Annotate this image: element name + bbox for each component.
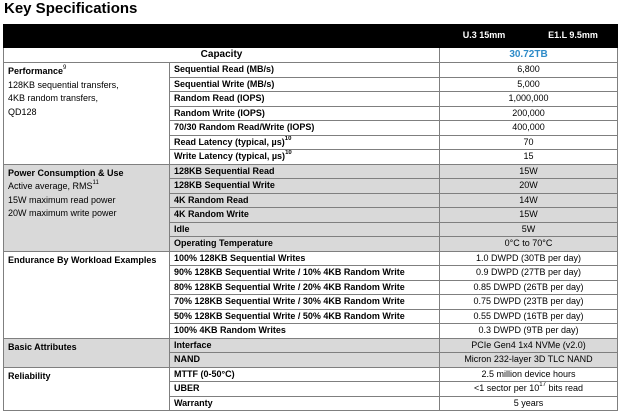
spec-value: 400,000: [440, 121, 618, 136]
performance-heading-sup: 9: [63, 65, 67, 71]
spec-table: [3, 24, 618, 411]
performance-note: 4KB random transfers,: [8, 93, 99, 103]
power-note: 20W maximum write power: [8, 208, 117, 218]
performance-note: 128KB sequential transfers,: [8, 79, 119, 90]
spec-label: [170, 324, 440, 339]
spec-label-text: 70% 128KB Sequential Write / 30% 4KB Random Write: [174, 296, 405, 306]
power-note: 15W maximum read power: [8, 194, 116, 205]
spec-label-text: Write Latency (typical, µs): [174, 151, 286, 161]
header-blank: [4, 25, 440, 48]
spec-value: 14W: [440, 193, 618, 208]
spec-value: 20W: [440, 179, 618, 194]
spec-label: [170, 92, 440, 107]
header-row: [4, 25, 618, 48]
spec-label: [170, 309, 440, 324]
spec-label-text: 70/30 Random Read/Write (IOPS): [174, 122, 315, 132]
spec-label: [170, 164, 440, 179]
spec-label-text: Random Write (IOPS): [174, 107, 265, 118]
spec-label: [170, 266, 440, 281]
spec-label: [170, 353, 440, 368]
spec-label: [170, 338, 440, 353]
spec-value: 70: [440, 135, 618, 150]
spec-value: 6,800: [440, 63, 618, 78]
spec-label-text: 80% 128KB Sequential Write / 20% 4KB Random Write: [174, 281, 405, 292]
spec-label-text: 100% 128KB Sequential Writes: [174, 252, 306, 263]
spec-label: [170, 280, 440, 295]
spec-value: 5W: [440, 222, 618, 237]
endurance-section-cell: [4, 251, 170, 338]
basic-section-cell: [4, 338, 170, 367]
spec-label: [170, 63, 440, 78]
capacity-label: Capacity: [4, 48, 440, 63]
reliability-section-cell: [4, 367, 170, 411]
basic-heading: Basic Attributes: [8, 341, 77, 352]
spec-value: [440, 382, 618, 397]
spec-value-post: bits read: [545, 383, 583, 393]
spec-value: 1,000,000: [440, 92, 618, 107]
spec-value: 5,000: [440, 77, 618, 92]
spec-value: 1.0 DWPD (30TB per day): [440, 251, 618, 266]
spec-label-text: Warranty: [174, 397, 213, 408]
spec-value: 0.75 DWPD (23TB per day): [440, 295, 618, 310]
page-title: Key Specifications: [4, 0, 138, 17]
spec-label-text: 50% 128KB Sequential Write / 50% 4KB Random Write: [174, 310, 405, 321]
spec-label-text: 100% 4KB Random Writes: [174, 325, 286, 335]
spec-label-text: MTTF (0-50°C): [174, 368, 235, 379]
spec-label-text: Read Latency (typical, µs): [174, 136, 285, 147]
spec-label-text: Interface: [174, 339, 212, 350]
header-u3: U.3 15mm: [440, 25, 529, 48]
performance-heading: Performance: [8, 66, 64, 76]
performance-section-cell: [4, 63, 170, 165]
spec-label-text: 4K Random Write: [174, 209, 249, 219]
spec-value: 15: [440, 150, 618, 165]
spec-value: 0.3 DWPD (9TB per day): [440, 324, 618, 339]
spec-value: 2.5 million device hours: [440, 367, 618, 382]
spec-label: [170, 77, 440, 92]
header-e1l: E1.L 9.5mm: [529, 25, 618, 48]
spec-label: [170, 382, 440, 397]
spec-label: [170, 179, 440, 194]
spec-label-text: Sequential Write (MB/s): [174, 78, 275, 89]
spec-label-text: UBER: [174, 383, 200, 393]
spec-label-sup: 10: [285, 150, 292, 156]
spec-value-pre: <1 sector per 10: [473, 383, 540, 393]
endurance-heading: Endurance By Workload Examples: [8, 254, 157, 265]
spec-label-text: 128KB Sequential Write: [174, 180, 275, 190]
spec-label-text: 4K Random Read: [174, 194, 249, 205]
spec-value-sup: 17: [539, 382, 546, 388]
basic-row: [4, 338, 618, 353]
spec-label-text: 90% 128KB Sequential Write / 10% 4KB Random Write: [174, 267, 405, 277]
spec-label: [170, 237, 440, 252]
power-section-cell: [4, 164, 170, 251]
spec-value: PCIe Gen4 1x4 NVMe (v2.0): [440, 338, 618, 353]
spec-label: [170, 222, 440, 237]
capacity-row: [4, 48, 618, 63]
spec-label: [170, 208, 440, 223]
power-heading: Power Consumption & Use: [8, 167, 124, 178]
spec-label: [170, 135, 440, 150]
spec-label: [170, 106, 440, 121]
performance-row: [4, 63, 618, 78]
power-note: Active average, RMS: [8, 181, 93, 191]
endurance-row: [4, 251, 618, 266]
performance-note: QD128: [8, 106, 37, 117]
capacity-value: 30.72TB: [440, 48, 618, 63]
spec-label: [170, 251, 440, 266]
spec-label-text: NAND: [174, 354, 200, 364]
spec-label-text: Operating Temperature: [174, 238, 273, 248]
spec-value: 0.55 DWPD (16TB per day): [440, 309, 618, 324]
spec-value: 200,000: [440, 106, 618, 121]
spec-value: 5 years: [440, 396, 618, 411]
spec-label-text: Random Read (IOPS): [174, 93, 265, 103]
spec-label-text: Sequential Read (MB/s): [174, 64, 275, 74]
spec-value: Micron 232-layer 3D TLC NAND: [440, 353, 618, 368]
spec-value: 0.85 DWPD (26TB per day): [440, 280, 618, 295]
spec-label: [170, 193, 440, 208]
spec-label: [170, 150, 440, 165]
spec-label: [170, 367, 440, 382]
spec-value: 15W: [440, 164, 618, 179]
reliability-row: [4, 367, 618, 382]
spec-value: 15W: [440, 208, 618, 223]
spec-value: 0.9 DWPD (27TB per day): [440, 266, 618, 281]
spec-label: [170, 396, 440, 411]
spec-label-text: Idle: [174, 223, 190, 234]
spec-label: [170, 121, 440, 136]
spec-label-text: 128KB Sequential Read: [174, 165, 275, 176]
power-row: [4, 164, 618, 179]
spec-label-sup: 10: [284, 135, 292, 142]
spec-value: 0°C to 70°C: [440, 237, 618, 252]
spec-label: [170, 295, 440, 310]
reliability-heading: Reliability: [8, 370, 51, 381]
power-note-sup: 11: [92, 180, 99, 186]
